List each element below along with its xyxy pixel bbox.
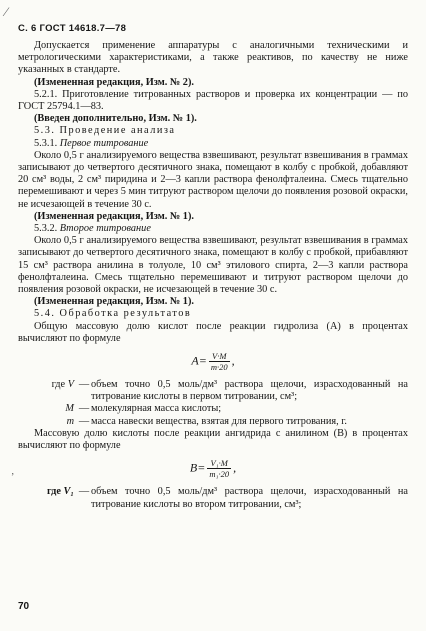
subsection-heading: 5.3.1. Первое титрование <box>34 137 149 149</box>
paragraph: Около 0,5 г анализируемого вещества взвешивают, результат взвешивания в граммах записывают до четвертого десятичного знака, помещают в колбу с пробкой, прибавляют 15 см³ раствора анилина в толуоле, 10 см³ этилового спирта, 2—3 капли раствора фенолфталеина. Смесь тщательно перемешивают и титруют раствором щелочи до появления розовой окраски, не исчезающей в течение 30 с. <box>18 235 408 296</box>
definition-row: m — масса навески вещества, взятая для первого титрования, г. <box>66 415 347 427</box>
subsection-title: Второе титрование <box>59 223 151 235</box>
paragraph: 5.2.1. Приготовление титрованных растворов и проверка их концентрации — по ГОСТ 25794.1—83. <box>18 88 408 113</box>
margin-tick: ’ <box>11 472 15 483</box>
section-heading: 5.4. Обработка результатов <box>34 308 192 320</box>
definition-row: где V — объем точно 0,5 моль/дм³ раствора щелочи, израсходованный на титрование кислоты в первом титровании, см³; <box>51 379 408 403</box>
amendment-note: (Введен дополнительно, Изм. № 1). <box>34 113 197 125</box>
amendment-note: (Измененная редакция, Изм. № 1). <box>34 210 194 222</box>
paragraph: Около 0,5 г анализируемого вещества взвешивают, результат взвешивания в граммах записывают до четвертого десятичного знака, помещают в колбу с пробкой, добавляют 20 см³ воды, 2 см³ пиридина и 2—3 капли раствора фенолфталеина. Смесь тщательно перемешивают и через 5 мин титруют раствором щелочи до появления розовой окраски, не исчезающей в течение 30 с. <box>18 149 408 210</box>
subsection-heading: 5.3.2. Второе титрование <box>34 223 151 235</box>
fraction: $\frac{V\cdot M}{m\cdot 20}$ <box>210 351 228 373</box>
page-number: 70 <box>18 601 30 612</box>
paragraph: Массовую долю кислоты после реакции ангидрида с анилином (B) в процентах вычисляют по формуле <box>18 427 408 452</box>
definition-row: M — молекулярная масса кислоты; <box>65 403 222 415</box>
document-body <box>18 40 408 511</box>
amendment-note: (Измененная редакция, Изм. № 2). <box>34 76 194 88</box>
formula-b: B= $\frac{\text{V₁·M}}{\text{m₁·20}}$ , <box>189 458 237 480</box>
subsection-title: Первое титрование <box>59 137 149 149</box>
formula-a: A= $\frac{V\cdot M}{m\cdot 20}$ , <box>191 351 235 373</box>
page-header: С. 6 ГОСТ 14618.7—78 <box>18 23 127 34</box>
amendment-note: (Измененная редакция, Изм. № 1). <box>34 296 194 308</box>
definition-row: где V₁ — объем точно 0,5 моль/дм³ раствора щелочи, израсходованный на титрование кислоты во втором титровании, см³; <box>47 486 408 510</box>
paragraph: Общую массовую долю кислот после реакции гидролиза (A) в процентах вычисляют по формуле <box>18 320 408 344</box>
fraction: $\frac{\text{V₁·M}}{\text{m₁·20}}$ <box>209 458 230 480</box>
paragraph: Допускается применение аппаратуры с аналогичными техническими и метрологическими характеристиками, а также реактивов, по качеству не ниже указанных в стандарте. <box>18 40 408 76</box>
section-heading: 5.3. Проведение анализа <box>34 125 176 137</box>
margin-mark: ⁄ <box>5 4 8 19</box>
